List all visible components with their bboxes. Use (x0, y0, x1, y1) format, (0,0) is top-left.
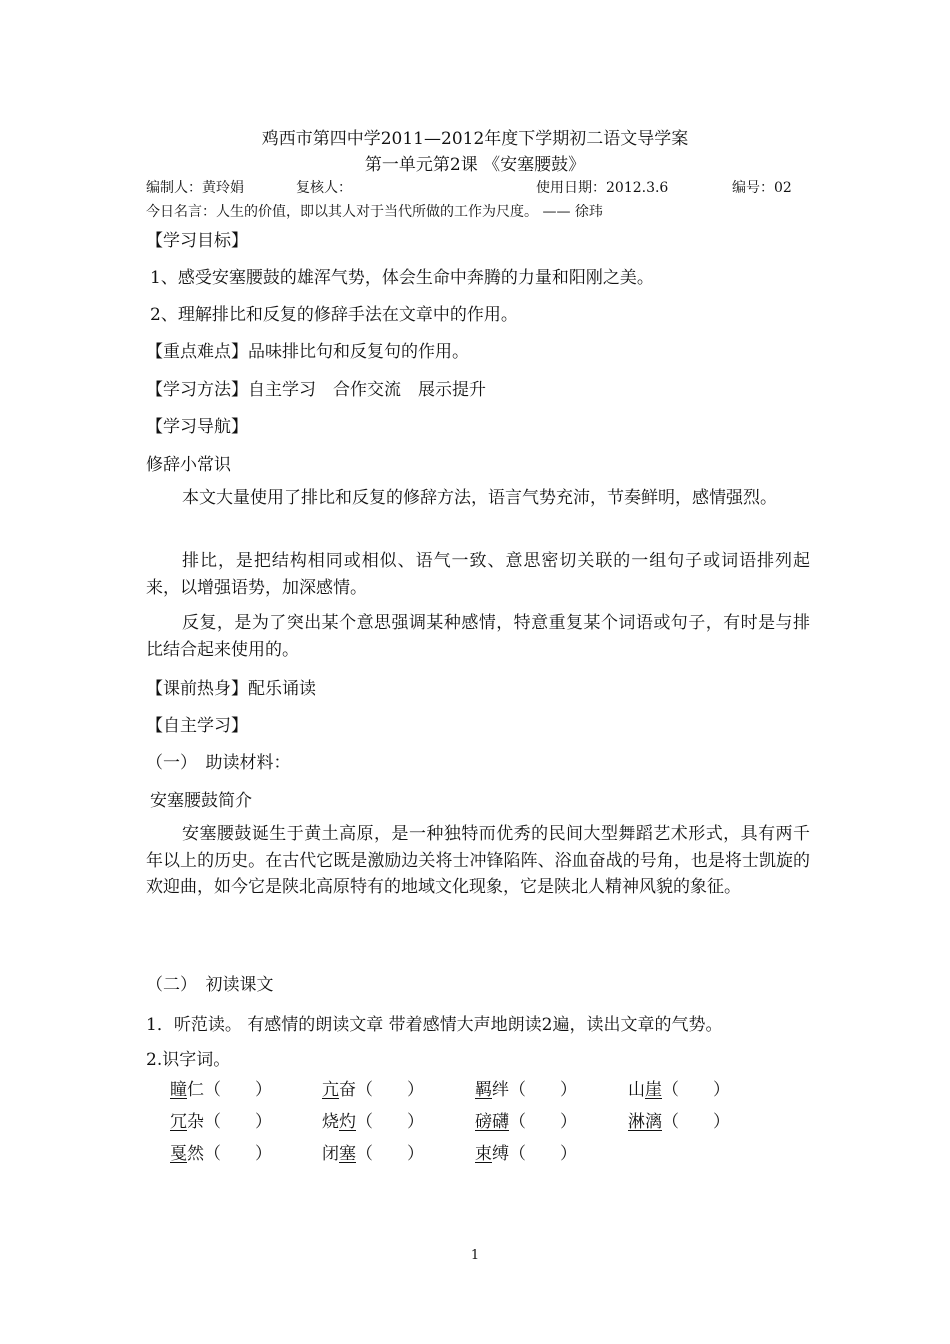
reviewer-label: 复核人： (296, 180, 352, 196)
goal-item-2: 2、理解排比和反复的修辞手法在文章中的作用。 (150, 305, 518, 325)
vocab-item (475, 1107, 577, 1132)
editor-label: 编制人：黄玲娟 (146, 180, 244, 196)
task-2: 2.识字词。 (146, 1050, 231, 1070)
vocab-underlined-char: 冗 (170, 1112, 187, 1132)
date-label: 使用日期：2012.3.6 (536, 180, 669, 196)
document-title: 鸡西市第四中学2011—2012年度下学期初二语文导学案 (261, 129, 689, 149)
vocab-underlined-char: 崖 (645, 1080, 662, 1100)
task-1: 1．听范读。 有感情的朗读文章 带着感情大声地朗读2遍，读出文章的气势。 (146, 1015, 723, 1035)
vocab-item (322, 1107, 424, 1132)
goals-heading: 【学习目标】 (146, 231, 248, 251)
vocab-blank: （ ） (509, 1112, 577, 1132)
vocab-underlined-char: 亢 (322, 1080, 339, 1100)
vocab-item (170, 1139, 272, 1164)
vocab-underlined-char: 淋漓 (628, 1112, 662, 1132)
vocab-blank: （ ） (662, 1112, 730, 1132)
vocab-underlined-char: 戛 (170, 1144, 187, 1164)
intro-title: 安塞腰鼓简介 (150, 791, 252, 811)
key-points: 【重点难点】品味排比句和反复句的作用。 (146, 342, 469, 362)
vocab-blank: 绊（ ） (492, 1080, 577, 1100)
vocab-prefix: 闭 (322, 1144, 339, 1164)
vocab-prefix: 烧 (322, 1112, 339, 1132)
vocab-item (475, 1075, 577, 1100)
vocab-blank: 奋（ ） (339, 1080, 424, 1100)
vocab-item (628, 1107, 730, 1132)
rhetoric-paragraph-2: 排比，是把结构相同或相似、语气一致、意思密切关联的一组句子或词语排列起来，以增强语势，加深感情。 (146, 551, 810, 598)
vocab-blank: 缚（ ） (492, 1144, 577, 1164)
vocab-item (170, 1107, 272, 1132)
vocab-blank: 然（ ） (187, 1144, 272, 1164)
part1-heading: （一） 助读材料： (146, 753, 291, 773)
vocab-blank: 杂（ ） (187, 1112, 272, 1132)
vocab-item (322, 1139, 424, 1164)
part2-heading: （二） 初读课文 (146, 975, 274, 995)
vocab-item (628, 1075, 730, 1100)
vocab-underlined-char: 塞 (339, 1144, 356, 1164)
vocab-prefix: 山 (628, 1080, 645, 1100)
vocab-underlined-char: 束 (475, 1144, 492, 1164)
nav-heading: 【学习导航】 (146, 417, 248, 437)
vocab-underlined-char: 灼 (339, 1112, 356, 1132)
rhetoric-paragraph-3: 反复，是为了突出某个意思强调某种感情，特意重复某个词语或句子，有时是与排比结合起来使用的。 (146, 613, 810, 660)
vocab-underlined-char: 瞳 (170, 1080, 187, 1100)
rhetoric-paragraph-1: 本文大量使用了排比和反复的修辞方法，语言气势充沛，节奏鲜明，感情强烈。 (182, 488, 777, 508)
number-label: 编号：02 (732, 180, 792, 196)
intro-paragraph: 安塞腰鼓诞生于黄土高原，是一种独特而优秀的民间大型舞蹈艺术形式，具有两千年以上的历史。在古代它既是激励边关将士冲锋陷阵、浴血奋战的号角，也是将士凯旋的欢迎曲，如今它是陕北高原特有的地域文化现象，它是陕北人精神风貌的象征。 (146, 824, 810, 897)
study-methods: 【学习方法】自主学习 合作交流 展示提升 (146, 380, 486, 400)
vocab-blank: （ ） (662, 1080, 730, 1100)
document-subtitle: 第一单元第2课 《安塞腰鼓》 (364, 155, 586, 175)
vocab-blank: （ ） (356, 1112, 424, 1132)
vocab-blank: （ ） (356, 1144, 424, 1164)
page-number: 1 (470, 1248, 480, 1263)
warmup: 【课前热身】配乐诵读 (146, 679, 316, 699)
daily-motto: 今日名言：人生的价值，即以其人对于当代所做的工作为尺度。 —— 徐玮 (146, 204, 603, 220)
rhetoric-heading: 修辞小常识 (146, 455, 231, 475)
self-study-heading: 【自主学习】 (146, 716, 248, 736)
goal-item-1: 1、感受安塞腰鼓的雄浑气势，体会生命中奔腾的力量和阳刚之美。 (150, 268, 654, 288)
vocab-item (475, 1139, 577, 1164)
vocab-item (170, 1075, 272, 1100)
vocab-blank: 仁（ ） (187, 1080, 272, 1100)
vocab-underlined-char: 磅礴 (475, 1112, 509, 1132)
vocab-item (322, 1075, 424, 1100)
vocab-underlined-char: 羁 (475, 1080, 492, 1100)
